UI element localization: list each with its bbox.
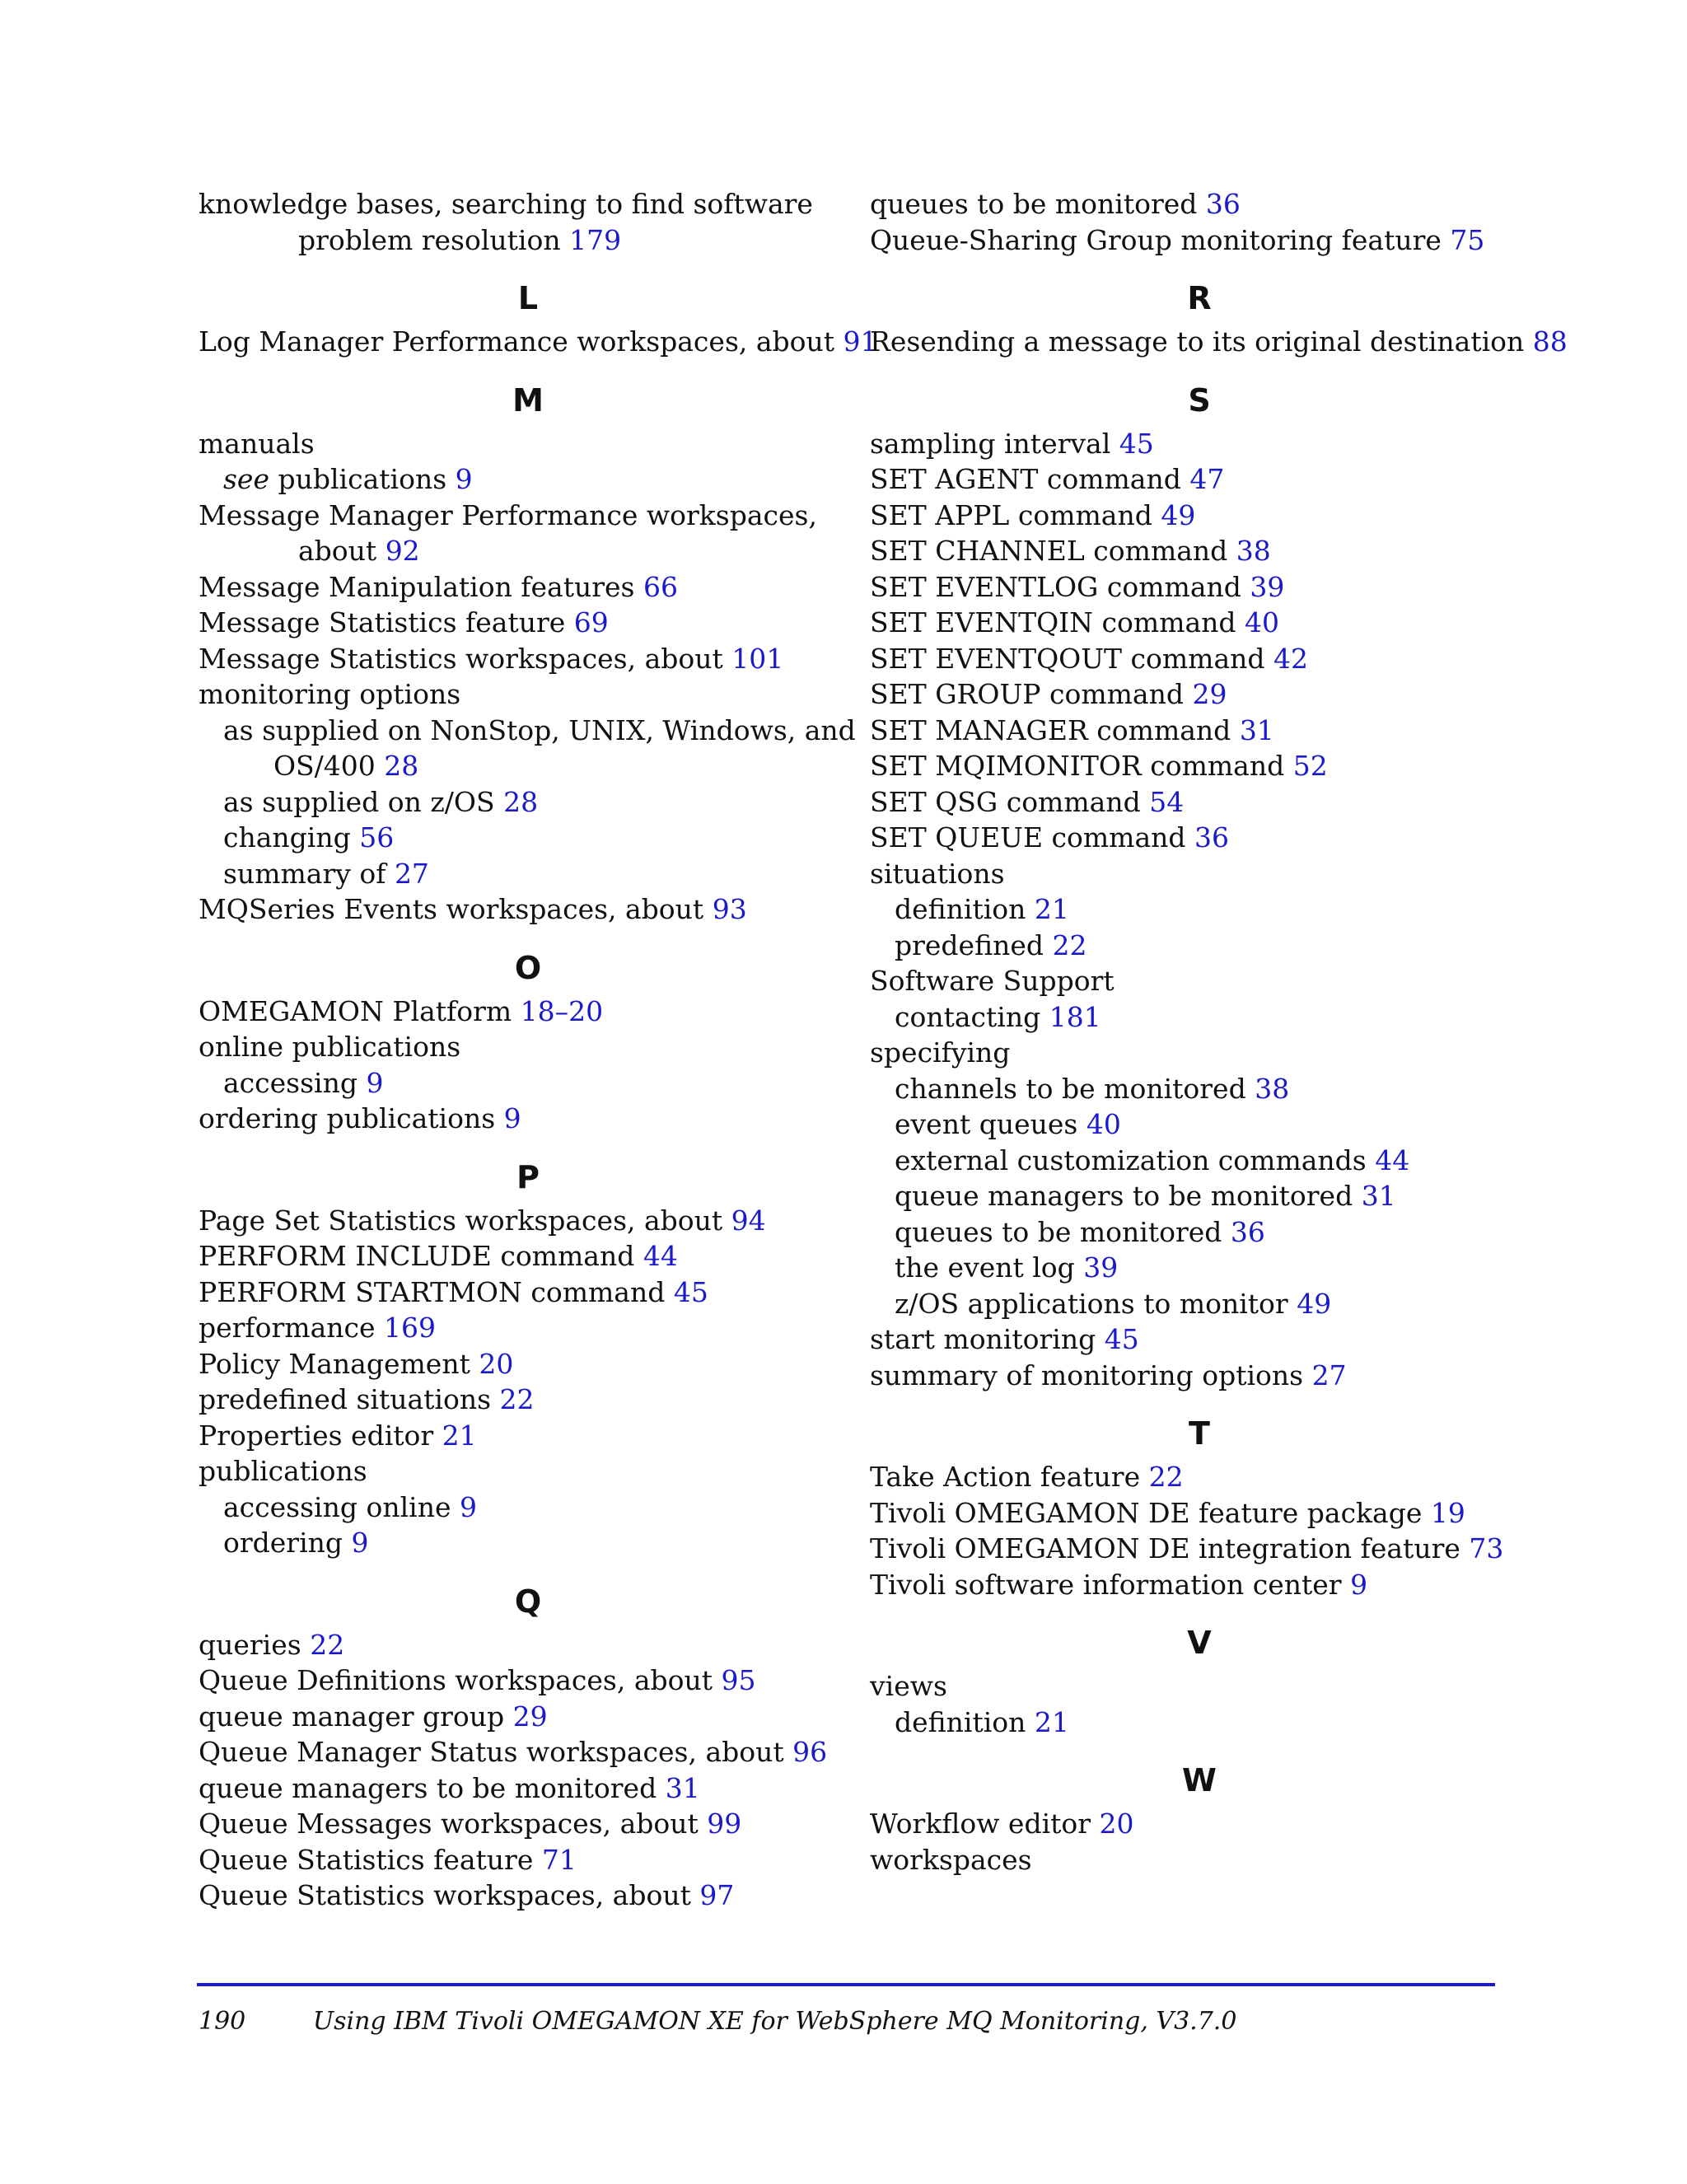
index-entry xyxy=(199,1203,858,1239)
index-entry xyxy=(199,1699,858,1735)
index-term: Queue Messages workspaces, about xyxy=(199,1808,699,1840)
page-link[interactable]: 28 xyxy=(384,750,419,782)
page-link[interactable]: 179 xyxy=(569,223,622,256)
page-link[interactable]: 27 xyxy=(1311,1359,1347,1391)
index-term: the event log xyxy=(895,1251,1075,1284)
index-term: publications xyxy=(199,1455,367,1487)
index-entry xyxy=(199,324,878,360)
index-term: Properties editor xyxy=(199,1419,434,1452)
page-link[interactable]: 49 xyxy=(1161,498,1196,531)
index-term: queue managers to be monitored xyxy=(895,1180,1353,1212)
index-entry xyxy=(199,1418,858,1454)
index-entry xyxy=(870,1358,1529,1394)
index-term: PERFORM INCLUDE command xyxy=(199,1240,635,1272)
page-link[interactable]: 18–20 xyxy=(520,994,604,1027)
index-entry xyxy=(199,641,858,677)
index-term: accessing online xyxy=(223,1490,451,1523)
index-term: z/OS applications to monitor xyxy=(895,1287,1288,1320)
page-link[interactable]: 9 xyxy=(459,1490,477,1523)
index-entry xyxy=(870,1143,1529,1179)
index-entry xyxy=(199,676,858,713)
page-link[interactable]: 21 xyxy=(1034,1705,1069,1738)
page-link[interactable]: 92 xyxy=(385,535,420,567)
index-entry xyxy=(870,426,1529,462)
index-entry xyxy=(199,569,858,606)
index-term: SET MQIMONITOR command xyxy=(870,750,1285,782)
index-entry xyxy=(870,1705,1529,1741)
index-term: Queue Statistics feature xyxy=(199,1843,534,1876)
index-entry xyxy=(199,461,858,498)
index-entry xyxy=(870,222,1529,259)
index-entry xyxy=(199,1663,858,1699)
page-link[interactable]: 9 xyxy=(455,463,473,495)
index-entry xyxy=(870,1106,1529,1143)
index-term: Queue Manager Status workspaces, about xyxy=(199,1736,784,1768)
page-link[interactable]: 38 xyxy=(1255,1072,1290,1105)
index-term: Take Action feature xyxy=(870,1461,1141,1493)
index-term: SET EVENTLOG command xyxy=(870,570,1241,603)
page-link[interactable]: 29 xyxy=(1192,678,1227,710)
page-link[interactable]: 49 xyxy=(1297,1287,1332,1320)
page-link[interactable]: 42 xyxy=(1273,642,1308,675)
page-link[interactable]: 21 xyxy=(1034,893,1069,925)
section-letter-v: V xyxy=(1187,1625,1212,1661)
page-link[interactable]: 31 xyxy=(1361,1180,1396,1212)
index-entry xyxy=(870,1668,1529,1705)
index-term: Workflow editor xyxy=(870,1808,1091,1840)
index-entry xyxy=(870,856,1529,892)
page-link[interactable]: 181 xyxy=(1049,1000,1101,1033)
index-column-right xyxy=(870,186,1568,1878)
index-term: predefined situations xyxy=(199,1383,492,1415)
page-link[interactable]: 40 xyxy=(1086,1108,1121,1140)
index-entry xyxy=(870,999,1529,1036)
page-link[interactable]: 45 xyxy=(1119,427,1154,460)
index-entry xyxy=(199,1806,858,1842)
section-letter-m: M xyxy=(512,381,544,419)
index-term: queues to be monitored xyxy=(870,188,1198,220)
page-link[interactable]: 91 xyxy=(843,325,878,358)
index-term: SET CHANNEL command xyxy=(870,535,1228,567)
page-link[interactable]: 39 xyxy=(1083,1251,1119,1284)
index-term: SET AGENT command xyxy=(870,463,1181,495)
index-entry xyxy=(870,1035,1529,1071)
index-entry xyxy=(199,1065,858,1101)
index-entry xyxy=(870,1214,1529,1251)
index-term: Tivoli software information center xyxy=(870,1568,1342,1601)
index-entry xyxy=(870,186,1529,222)
index-entry xyxy=(199,1029,858,1065)
page-link[interactable]: 39 xyxy=(1250,570,1285,603)
index-term: Log Manager Performance workspaces, about xyxy=(199,325,835,358)
index-entry xyxy=(870,891,1529,928)
index-term: sampling interval xyxy=(870,427,1111,460)
index-entry xyxy=(870,1567,1529,1603)
page-link[interactable]: 20 xyxy=(1099,1808,1134,1840)
page-link[interactable]: 66 xyxy=(643,570,678,603)
index-term: definition xyxy=(895,893,1026,925)
section-letter-w: W xyxy=(1182,1762,1217,1798)
page-link[interactable]: 44 xyxy=(643,1240,678,1272)
section-letter-l: L xyxy=(517,280,539,316)
page-number: 190 xyxy=(199,2007,246,2036)
index-term: specifying xyxy=(870,1036,1011,1069)
page-link[interactable]: 22 xyxy=(499,1383,535,1415)
index-entry xyxy=(199,784,858,821)
index-term: changing xyxy=(223,821,351,853)
page-link[interactable]: 28 xyxy=(503,785,539,818)
index-entry xyxy=(199,1238,858,1274)
index-entry xyxy=(870,498,1529,534)
page-link[interactable]: 9 xyxy=(351,1527,369,1559)
index-term: contacting xyxy=(895,1000,1041,1033)
index-entry xyxy=(870,784,1529,821)
index-entry xyxy=(199,713,858,784)
index-term: performance xyxy=(199,1312,376,1344)
index-term: predefined xyxy=(895,928,1044,961)
index-entry xyxy=(199,1274,858,1311)
index-entry xyxy=(199,1770,858,1807)
page-link[interactable]: 54 xyxy=(1149,785,1185,818)
page-link[interactable]: 29 xyxy=(512,1700,548,1733)
page-link[interactable]: 97 xyxy=(699,1879,735,1911)
index-term: monitoring options xyxy=(199,678,461,710)
index-term: SET QSG command xyxy=(870,785,1141,818)
page-link[interactable]: 27 xyxy=(394,857,429,890)
index-entry xyxy=(870,963,1529,999)
index-term: Queue Statistics workspaces, about xyxy=(199,1879,691,1911)
index-term: Message Statistics feature xyxy=(199,606,566,638)
index-entry xyxy=(870,605,1529,641)
index-entry xyxy=(199,1878,858,1914)
index-entry xyxy=(870,569,1529,606)
index-term: Message Manager Performance workspaces, about xyxy=(199,498,817,567)
index-term: SET EVENTQIN command xyxy=(870,606,1236,638)
index-term: as supplied on z/OS xyxy=(223,785,495,818)
page-link[interactable]: 56 xyxy=(359,821,395,853)
page-link[interactable]: 45 xyxy=(1104,1323,1139,1355)
index-term: PERFORM STARTMON command xyxy=(199,1275,666,1308)
index-term: start monitoring xyxy=(870,1323,1096,1355)
page-link[interactable]: 31 xyxy=(1239,713,1274,746)
page-link[interactable]: 9 xyxy=(1350,1568,1368,1601)
page-link[interactable]: 47 xyxy=(1189,463,1225,495)
index-term: manuals xyxy=(199,427,315,460)
index-term: definition xyxy=(895,1705,1026,1738)
page-link[interactable]: 88 xyxy=(1532,325,1568,358)
index-entry xyxy=(870,1286,1529,1322)
page-link[interactable]: 36 xyxy=(1194,821,1230,853)
page-link[interactable]: 40 xyxy=(1245,606,1280,638)
index-entry xyxy=(870,676,1529,713)
section-letter-t: T xyxy=(1189,1415,1210,1452)
index-entry xyxy=(870,928,1529,964)
index-entry xyxy=(870,1806,1529,1842)
index-entry xyxy=(870,713,1529,749)
index-entry xyxy=(870,1250,1529,1286)
index-term: online publications xyxy=(199,1031,461,1063)
index-entry xyxy=(199,186,858,258)
page-link[interactable]: 9 xyxy=(366,1066,384,1099)
index-term: SET QUEUE command xyxy=(870,821,1186,853)
index-term: SET EVENTQOUT command xyxy=(870,642,1265,675)
index-entry xyxy=(199,1101,858,1137)
index-term: accessing xyxy=(223,1066,357,1099)
index-term: Software Support xyxy=(870,965,1115,997)
index-term: queries xyxy=(199,1628,301,1661)
page-link[interactable]: 73 xyxy=(1469,1532,1504,1564)
section-letter-r: R xyxy=(1187,280,1212,316)
index-entry xyxy=(199,1346,858,1382)
footer-rule xyxy=(197,1983,1495,1986)
index-term: Page Set Statistics workspaces, about xyxy=(199,1204,723,1237)
index-entry xyxy=(870,324,1568,360)
index-entry xyxy=(199,426,858,462)
index-term: Policy Management xyxy=(199,1347,470,1380)
index-entry xyxy=(199,1310,858,1346)
page-link[interactable]: 71 xyxy=(541,1843,577,1876)
page-link[interactable]: 96 xyxy=(792,1736,828,1768)
index-term: ordering xyxy=(223,1527,343,1559)
index-entry xyxy=(870,1495,1529,1532)
index-entry xyxy=(199,1627,858,1663)
section-letter-o: O xyxy=(514,949,542,986)
page-link[interactable]: 31 xyxy=(665,1771,700,1804)
section-letter-s: S xyxy=(1188,381,1211,419)
page-link[interactable]: 19 xyxy=(1430,1496,1465,1529)
page-link[interactable]: 21 xyxy=(442,1419,477,1452)
page-link[interactable]: 36 xyxy=(1230,1215,1265,1248)
page-link[interactable]: 22 xyxy=(1052,928,1087,961)
index-term: Tivoli OMEGAMON DE feature package xyxy=(870,1496,1423,1529)
index-entry xyxy=(870,533,1529,569)
index-term: external customization commands xyxy=(895,1143,1367,1176)
index-term: views xyxy=(870,1670,947,1702)
index-entry xyxy=(199,1382,858,1418)
index-term: Message Statistics workspaces, about xyxy=(199,642,723,675)
index-term: Tivoli OMEGAMON DE integration feature xyxy=(870,1532,1460,1564)
index-entry xyxy=(870,748,1529,784)
page-link[interactable]: 22 xyxy=(310,1628,345,1661)
index-term: OMEGAMON Platform xyxy=(199,994,512,1027)
index-entry xyxy=(870,820,1529,856)
page-link[interactable]: 45 xyxy=(673,1275,708,1308)
page-link[interactable]: 20 xyxy=(479,1347,514,1380)
index-term: Message Manipulation features xyxy=(199,570,635,603)
index-term: MQSeries Events workspaces, about xyxy=(199,893,704,925)
see-reference: see xyxy=(223,463,269,495)
index-term: ordering publications xyxy=(199,1102,496,1134)
index-term: SET MANAGER command xyxy=(870,713,1231,746)
page-link[interactable]: 93 xyxy=(712,893,747,925)
index-term: Resending a message to its original destination xyxy=(870,325,1525,358)
index-term: SET APPL command xyxy=(870,498,1152,531)
index-entry xyxy=(199,820,858,856)
index-term: channels to be monitored xyxy=(895,1072,1246,1105)
section-letter-q: Q xyxy=(514,1583,542,1620)
page-link[interactable]: 101 xyxy=(731,642,784,675)
page-footer xyxy=(199,2007,1236,2036)
index-term: as supplied on NonStop, UNIX, Windows, and OS/400 xyxy=(223,713,856,782)
page-link[interactable]: 38 xyxy=(1236,535,1271,567)
index-entry xyxy=(870,1459,1529,1495)
index-term: event queues xyxy=(895,1108,1078,1140)
index-entry xyxy=(870,1531,1529,1567)
index-entry xyxy=(870,461,1529,498)
index-term: summary of monitoring options xyxy=(870,1359,1304,1391)
index-term: Queue-Sharing Group monitoring feature xyxy=(870,223,1442,256)
index-entry xyxy=(199,891,858,928)
page-link[interactable]: 95 xyxy=(721,1664,756,1696)
index-entry xyxy=(870,1321,1529,1358)
index-entry xyxy=(870,641,1529,677)
index-entry xyxy=(199,1453,858,1490)
index-term: knowledge bases, searching to find software problem resolution xyxy=(199,188,813,256)
page-link[interactable]: 75 xyxy=(1450,223,1485,256)
book-title: Using IBM Tivoli OMEGAMON XE for WebSphere MQ Monitoring, V3.7.0 xyxy=(312,2007,1237,2036)
page-link[interactable]: 52 xyxy=(1292,750,1328,782)
index-entry xyxy=(870,1071,1529,1107)
page-link[interactable]: 169 xyxy=(384,1312,437,1344)
index-entry xyxy=(870,1842,1529,1878)
index-entry xyxy=(199,1525,858,1561)
index-term: SET GROUP command xyxy=(870,678,1184,710)
index-term: situations xyxy=(870,857,1005,890)
index-column-left xyxy=(199,186,878,1914)
index-term: Queue Definitions workspaces, about xyxy=(199,1664,713,1696)
page-link[interactable]: 36 xyxy=(1205,188,1241,220)
index-term: queues to be monitored xyxy=(895,1215,1222,1248)
page-link[interactable]: 94 xyxy=(731,1204,766,1237)
page-link[interactable]: 9 xyxy=(503,1102,521,1134)
index-entry xyxy=(199,1842,858,1878)
page-link[interactable]: 99 xyxy=(707,1808,742,1840)
section-letter-p: P xyxy=(516,1158,540,1195)
index-entry xyxy=(199,856,858,892)
page-link[interactable]: 44 xyxy=(1375,1143,1410,1176)
index-term: queue manager group xyxy=(199,1700,505,1733)
index-term: workspaces xyxy=(870,1843,1032,1876)
index-term: queue managers to be monitored xyxy=(199,1771,657,1804)
index-entry xyxy=(199,605,858,641)
index-entry xyxy=(199,498,858,569)
index-entry xyxy=(199,1490,858,1526)
index-entry xyxy=(870,1178,1529,1214)
index-term: summary of xyxy=(223,857,386,890)
page-link[interactable]: 22 xyxy=(1148,1461,1184,1493)
index-term: publications xyxy=(278,463,447,495)
page-link[interactable]: 69 xyxy=(573,606,609,638)
index-entry xyxy=(199,994,858,1030)
index-entry xyxy=(199,1734,858,1770)
